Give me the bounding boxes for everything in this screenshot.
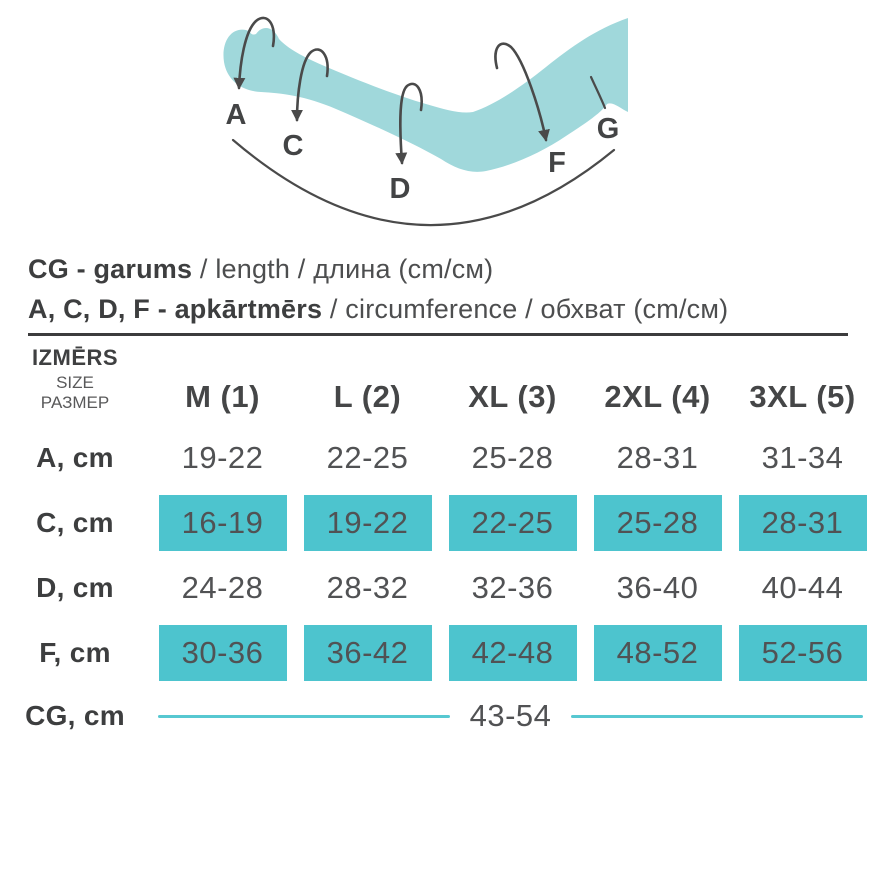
table-row-c <box>0 490 875 555</box>
table-cell <box>730 440 875 476</box>
cg-range <box>150 698 875 734</box>
table-cell <box>150 440 295 476</box>
cg-range-line-right <box>571 715 863 718</box>
cell-value: 24-28 <box>181 569 264 605</box>
cell-value-highlighted: 52-56 <box>739 625 867 681</box>
point-label-c: C <box>282 130 304 162</box>
table-cell <box>585 570 730 606</box>
table-row-cg <box>0 685 875 747</box>
row-label-f: F, cm <box>39 636 111 668</box>
measurement-legend <box>0 245 876 329</box>
cell-value-highlighted: 42-48 <box>449 625 577 681</box>
point-label-d: D <box>389 173 411 205</box>
cg-range-value: 43-54 <box>469 698 552 733</box>
table-cell <box>730 495 875 551</box>
table-cell <box>585 495 730 551</box>
cell-value-highlighted: 48-52 <box>594 625 722 681</box>
table-cell <box>295 570 440 606</box>
cell-value: 31-34 <box>761 439 844 475</box>
size-word-stack <box>0 346 150 415</box>
legend-length-line <box>28 249 848 289</box>
cg-range-line-left <box>158 715 450 718</box>
size-header-l: L (2) <box>333 379 402 414</box>
size-header-xl: XL (3) <box>468 379 557 414</box>
cell-value: 36-40 <box>616 569 699 605</box>
size-table <box>0 336 876 747</box>
table-cell <box>150 625 295 681</box>
cell-value: 19-22 <box>181 439 264 475</box>
cell-value: 25-28 <box>471 439 554 475</box>
row-label-c: C, cm <box>36 506 114 538</box>
table-cell <box>730 570 875 606</box>
point-label-a: A <box>225 99 247 131</box>
cell-value-highlighted: 28-31 <box>739 495 867 551</box>
size-word-en: SIZE <box>56 372 94 392</box>
table-row-f <box>0 620 875 685</box>
size-header-m: M (1) <box>185 379 260 414</box>
point-label-g: G <box>596 113 620 145</box>
cell-value-highlighted: 30-36 <box>159 625 287 681</box>
point-label-f: F <box>548 147 566 179</box>
table-cell <box>585 625 730 681</box>
table-header-row <box>0 336 875 425</box>
cell-value: 22-25 <box>326 439 409 475</box>
table-cell <box>295 625 440 681</box>
cell-value: 40-44 <box>761 569 844 605</box>
row-label-cg: CG, cm <box>25 700 125 731</box>
row-label-a: A, cm <box>36 441 114 473</box>
table-cell <box>295 440 440 476</box>
table-cell <box>440 440 585 476</box>
table-cell <box>440 495 585 551</box>
cell-value-highlighted: 19-22 <box>304 495 432 551</box>
size-header-2xl: 2XL (4) <box>604 379 711 414</box>
table-row-d <box>0 555 875 620</box>
legend-circumference-bold: A, C, D, F - apkārtmērs <box>28 294 323 324</box>
legend-length-rest: / length / длина (cm/см) <box>192 254 494 284</box>
size-word-lv: IZMĒRS <box>31 345 119 371</box>
cell-value-highlighted: 25-28 <box>594 495 722 551</box>
legend-length-bold: CG - garums <box>28 254 193 284</box>
size-word-ru: РАЗМЕР <box>40 393 110 413</box>
row-label-d: D, cm <box>36 571 114 603</box>
cell-value-highlighted: 36-42 <box>304 625 432 681</box>
table-row-a <box>0 425 875 490</box>
legend-circumference-line <box>28 289 848 329</box>
legend-circumference-rest: / circumference / обхват (cm/см) <box>322 294 729 324</box>
table-cell <box>440 625 585 681</box>
table-cell <box>440 570 585 606</box>
table-cell <box>150 495 295 551</box>
size-header-3xl: 3XL (5) <box>749 379 856 414</box>
cell-value: 28-32 <box>326 569 409 605</box>
cell-value-highlighted: 16-19 <box>159 495 287 551</box>
table-cell <box>295 495 440 551</box>
table-cell <box>730 625 875 681</box>
cell-value: 28-31 <box>616 439 699 475</box>
cell-value: 32-36 <box>471 569 554 605</box>
table-cell <box>585 440 730 476</box>
table-cell <box>150 570 295 606</box>
arm-measurement-diagram <box>0 0 876 245</box>
cell-value-highlighted: 22-25 <box>449 495 577 551</box>
